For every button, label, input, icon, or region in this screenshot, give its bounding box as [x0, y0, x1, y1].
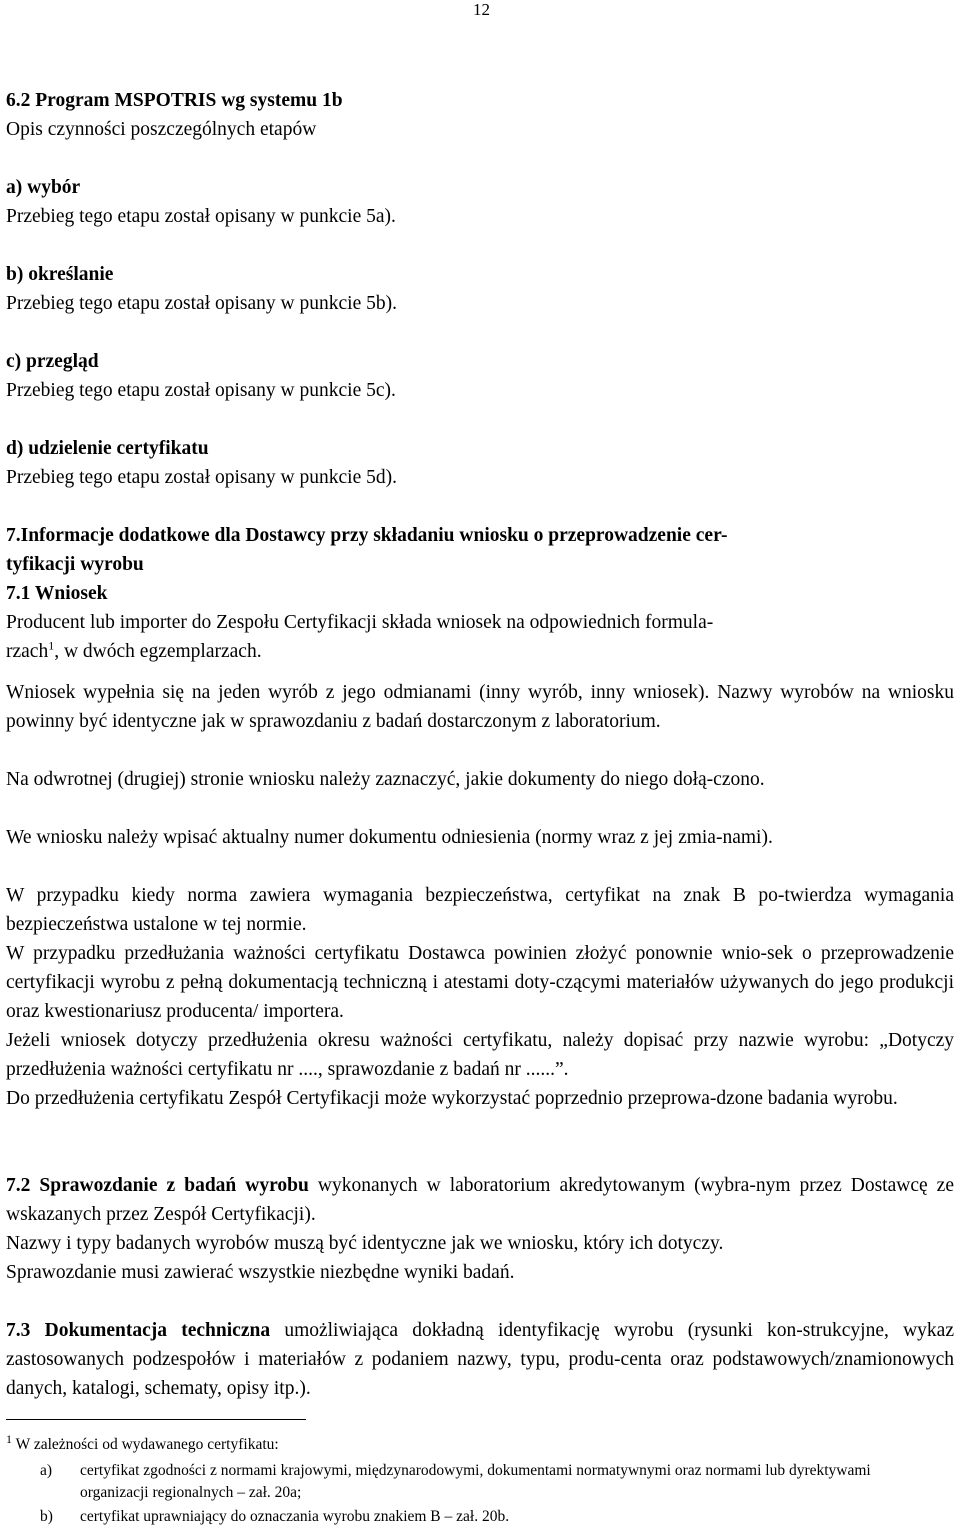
footnote-intro: $^1$ W zależności od wydawanego certyfikatu: — [6, 1431, 279, 1453]
section-7-1-para-2: Wniosek wypełnia się na jeden wyrób z jego odmianami (inny wyrób, inny wniosek). Nazwy wyrobów na wniosku powinny być identyczne jak w sprawozdaniu z badań dostarczonym z laboratorium. — [6, 682, 954, 732]
footnote-a-label: a) — [40, 1462, 53, 1479]
section-7-1-para-1-line1: Producent lub importer do Zespołu Certyfikacji składa wniosek na odpowiednich formula- — [6, 612, 714, 633]
footnote-separator — [6, 1419, 306, 1420]
section-7-2-para-1: 7.2 Sprawozdanie z badań wyrobu wykonanych w laboratorium akredytowanym (wybra-nym przez Dostawcę ze wskazanych przez Zespół Certyfikacji). — [6, 1175, 954, 1225]
step-c-text: Przebieg tego etapu został opisany w punkcie 5c). — [6, 380, 396, 401]
section-6-2-subtitle: Opis czynności poszczególnych etapów — [6, 119, 317, 140]
section-7-2-para-2: Nazwy i typy badanych wyrobów muszą być identyczne jak we wniosku, który ich dotyczy. — [6, 1233, 724, 1254]
section-7-1-para-7: Jeżeli wniosek dotyczy przedłużenia okresu ważności certyfikatu, należy dopisać przy nazwie wyrobu: „Dotyczy przedłużenia ważności certyfikatu nr ...., sprawozdanie z badań nr ......”. — [6, 1030, 954, 1080]
footnote-b-text: certyfikat uprawniający do oznaczania wyrobu znakiem B – zał. 20b. — [80, 1508, 510, 1525]
section-7-3-para: 7.3 Dokumentacja techniczna umożliwiająca dokładną identyfikację wyrobu (rysunki kon-strukcyjne, wykaz zastosowanych podzespołów i materiałów z podaniem nazwy, typu, produ-centa oraz podstawowych/znamionowych danych, katalogi, schematy, opisy itp.). — [6, 1320, 954, 1399]
section-7-1-para-4: We wniosku należy wpisać aktualny numer dokumentu odniesienia (normy wraz z jej zmia-nami). — [6, 827, 773, 848]
footnote-b-label: b) — [40, 1508, 53, 1525]
step-d-heading: d) udzielenie certyfikatu — [6, 438, 209, 459]
section-7-1-para-8: Do przedłużenia certyfikatu Zespół Certyfikacji może wykorzystać poprzednio przeprowa-dzone badania wyrobu. — [6, 1088, 898, 1109]
step-a-heading: a) wybór — [6, 177, 81, 198]
section-7-1-heading: 7.1 Wniosek — [6, 583, 108, 604]
section-7-title-line2: tyfikacji wyrobu — [6, 554, 144, 575]
section-6-2-title: 6.2 Program MSPOTRIS wg systemu 1b — [6, 90, 343, 111]
footnote-a-text: certyfikat zgodności z normami krajowymi, międzynarodowymi, dokumentami normatywnymi oraz normami lub dyrektywami organizacji regionalnych – zał. 20a; — [80, 1462, 871, 1501]
step-b-text: Przebieg tego etapu został opisany w punkcie 5b). — [6, 293, 397, 314]
section-7-1-para-3: Na odwrotnej (drugiej) stronie wniosku należy zaznaczyć, jakie dokumenty do niego dołą-czono. — [6, 769, 765, 790]
footnote-mark: 1 — [6, 1431, 12, 1446]
page-number: 12 — [473, 0, 490, 19]
section-7-3-heading: Dokumentacja techniczna — [44, 1320, 271, 1341]
section-7-1-para-1-line2: rzach$^1$, w dwóch egzemplarzach. — [6, 638, 262, 662]
step-a-text: Przebieg tego etapu został opisany w punkcie 5a). — [6, 206, 396, 227]
step-d-text: Przebieg tego etapu został opisany w punkcie 5d). — [6, 467, 397, 488]
step-c-heading: c) przegląd — [6, 351, 99, 372]
footnote-ref: 1 — [48, 638, 55, 653]
section-7-2-para-3: Sprawozdanie musi zawierać wszystkie niezbędne wyniki badań. — [6, 1262, 515, 1283]
section-7-title-line1: 7.Informacje dodatkowe dla Dostawcy przy składaniu wniosku o przeprowadzenie cer- — [6, 525, 728, 546]
step-b-heading: b) określanie — [6, 264, 114, 285]
section-7-1-para-6: W przypadku przedłużania ważności certyfikatu Dostawca powinien złożyć ponownie wnio-sek o przeprowadzenie certyfikacji wyrobu z pełną dokumentacją techniczną i atestami doty-czącymi materiałów używanych do jego produkcji oraz kwestionariusz producenta/ importera. — [6, 943, 954, 1022]
section-7-2-heading: Sprawozdanie z badań wyrobu — [39, 1175, 309, 1196]
section-7-1-para-5: W przypadku kiedy norma zawiera wymagania bezpieczeństwa, certyfikat na znak B po-twierdza wymagania bezpieczeństwa ustalone w tej normie. — [6, 885, 954, 935]
